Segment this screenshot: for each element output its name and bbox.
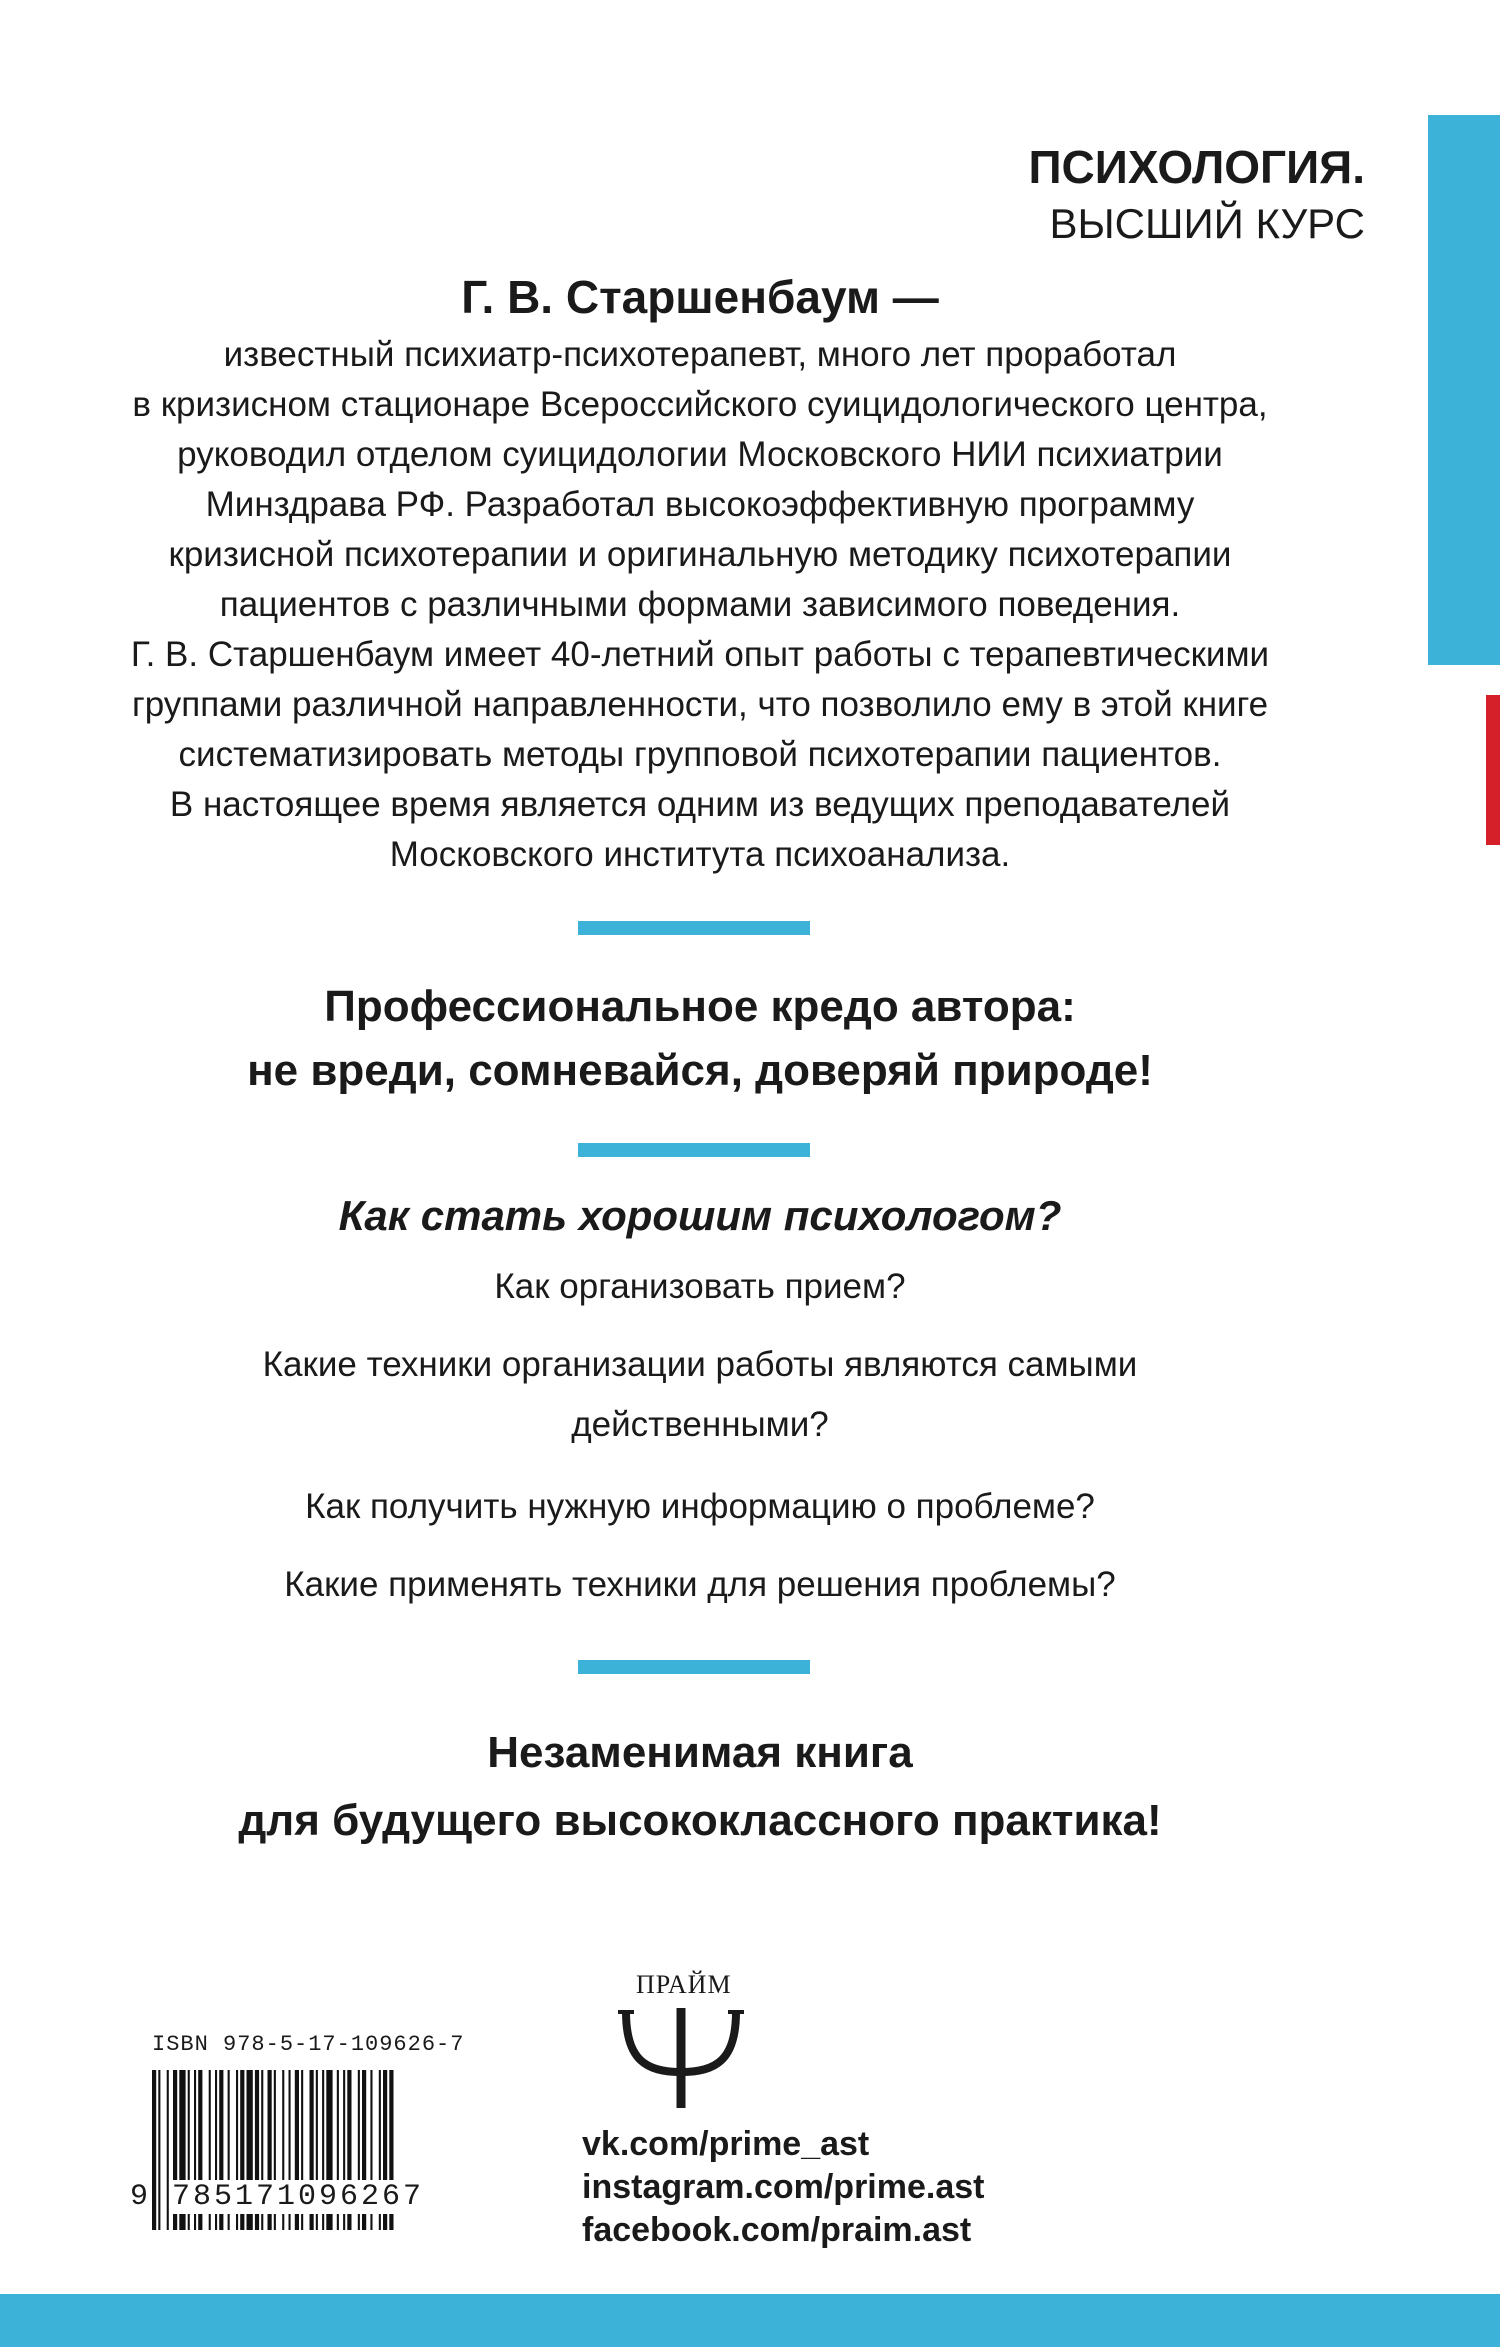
question-3: Как получить нужную информацию о проблеме? — [305, 1487, 1095, 1526]
series-title: ПСИХОЛОГИЯ. — [1028, 141, 1365, 193]
divider — [578, 1660, 810, 1674]
bio-line: в кризисном стационаре Всероссийского суицидологического центра, — [132, 385, 1268, 424]
barcode-bar — [158, 2070, 160, 2230]
bio-line: руководил отделом суицидологии Московского НИИ психиатрии — [177, 435, 1223, 474]
bio-line: Г. В. Старшенбаум имеет 40-летний опыт работы с терапевтическими — [130, 635, 1270, 674]
bio-line: В настоящее время является одним из ведущих преподавателей — [169, 785, 1231, 824]
social-link-vk[interactable]: vk.com/prime_ast — [582, 2125, 870, 2163]
credo-line-1: Профессиональное кредо автора: — [324, 982, 1076, 1031]
isbn-label: ISBN 978-5-17-109626-7 — [152, 2032, 465, 2057]
bio-line: Московского института психоанализа. — [389, 835, 1011, 874]
barcode-bar — [167, 2070, 169, 2230]
isbn-digits: 785171096267 — [172, 2180, 425, 2214]
divider — [578, 1143, 810, 1157]
bottom-bar — [0, 2294, 1500, 2347]
barcode-bar — [152, 2070, 156, 2230]
closing-line-1: Незаменимая книга — [487, 1728, 913, 1777]
question-4: Какие применять техники для решения проблемы? — [284, 1565, 1116, 1604]
question-2-line-2: действенными? — [571, 1405, 829, 1444]
question-2-line-1: Какие техники организации работы являются самыми — [262, 1345, 1138, 1384]
psi-icon — [616, 2000, 746, 2110]
social-link-instagram[interactable]: instagram.com/prime.ast — [582, 2168, 985, 2206]
publisher-name: ПРАЙМ — [636, 1970, 732, 1999]
bio-line: пациентов с различными формами зависимого поведения. — [219, 585, 1181, 624]
bio-line: Минздрава РФ. Разработал высокоэффективную программу — [205, 485, 1195, 524]
credo-line-2: не вреди, сомневайся, доверяй природе! — [247, 1046, 1153, 1095]
divider — [578, 921, 810, 935]
bio-line: известный психиатр-психотерапевт, много лет проработал — [223, 335, 1177, 374]
main-question: Как стать хорошим психологом? — [338, 1192, 1062, 1239]
bio-line: группами различной направленности, что позволило ему в этой книге — [131, 685, 1269, 724]
closing-line-2: для будущего высококлассного практика! — [238, 1796, 1162, 1845]
bio-line: систематизировать методы групповой психотерапии пациентов. — [178, 735, 1222, 774]
side-tab-red — [1486, 695, 1500, 845]
side-tab-blue — [1428, 115, 1500, 665]
bio-line: кризисной психотерапии и оригинальную методику психотерапии — [168, 535, 1232, 574]
social-link-facebook[interactable]: facebook.com/praim.ast — [582, 2211, 972, 2249]
question-1: Как организовать прием? — [494, 1267, 906, 1306]
series-subtitle: ВЫСШИЙ КУРС — [1049, 200, 1365, 247]
author-name: Г. В. Старшенбаум — — [461, 271, 939, 323]
isbn-first-digit: 9 — [130, 2180, 149, 2214]
author-bio — [0, 330, 1400, 880]
